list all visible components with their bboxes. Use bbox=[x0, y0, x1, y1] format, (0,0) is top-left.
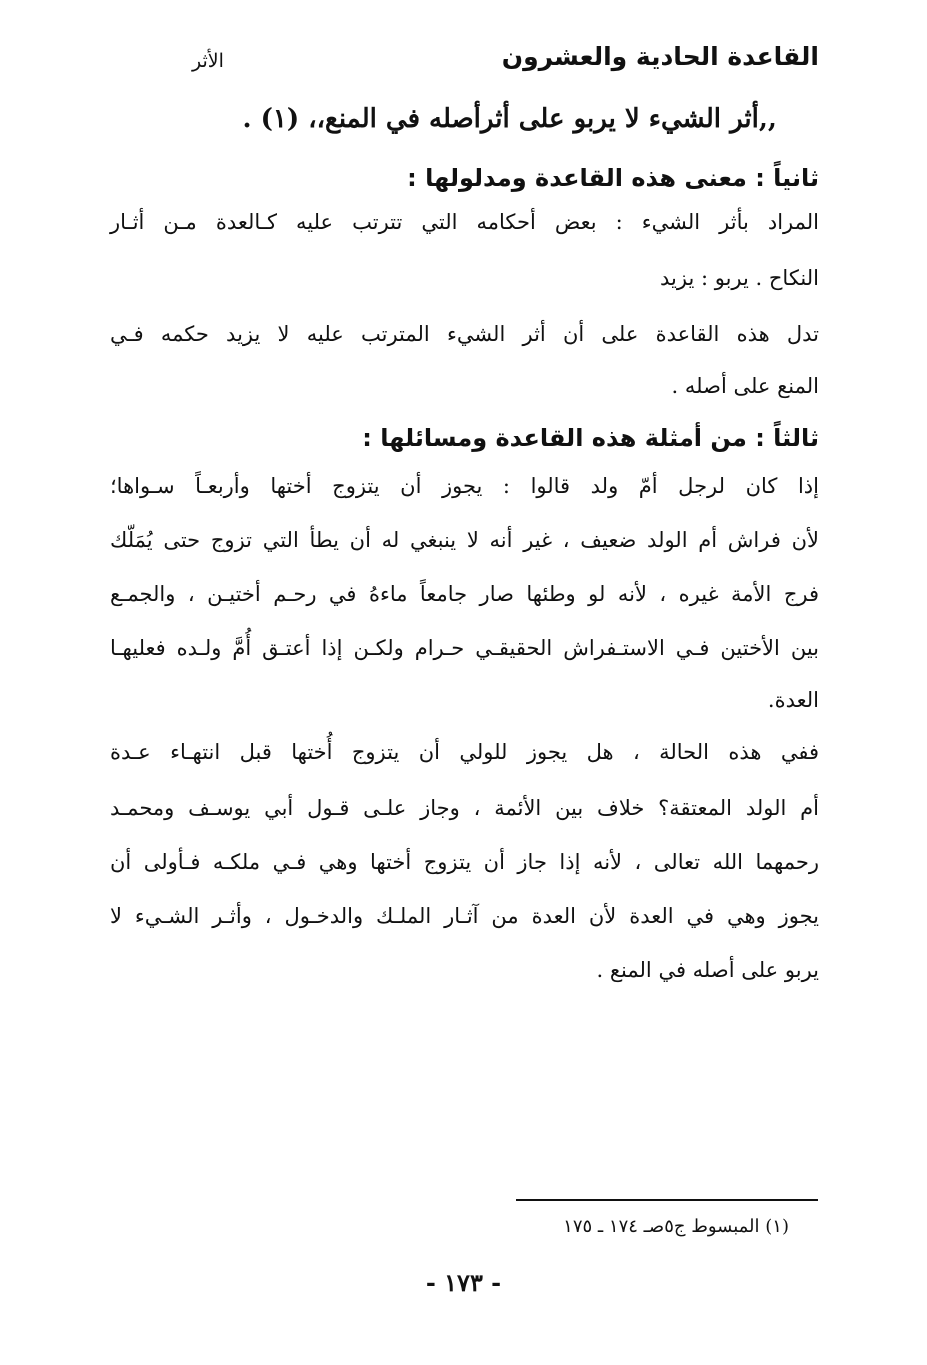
paragraph-line: لأن فراش أم الولد ضعيف ، غير أنه لا ينبغي له أن يطأ التي تزوج حتى يُمَلّك bbox=[110, 528, 819, 552]
page-number: - ١٧٣ - bbox=[425, 1268, 502, 1297]
paragraph-line: المراد بأثر الشيء : بعض أحكامه التي تترتب عليه كـالعدة مـن أثـار bbox=[110, 210, 819, 234]
paragraph-line: بين الأختين فـي الاستـفراش الحقيقـي حـرام ولكـن إذا أعتـق أُمَّ ولـده فعليهـا bbox=[110, 636, 819, 660]
paragraph-line: يربو على أصله في المنع . bbox=[596, 958, 819, 982]
paragraph-line: فرج الأمة غيره ، لأنه لو وطئها صار جامعاً ماءهُ في رحـم أختيـن ، والجمـع bbox=[110, 582, 819, 606]
section-heading-meaning: ثانياً : معنى هذه القاعدة ومدلولها : bbox=[407, 164, 819, 192]
footnote-divider bbox=[516, 1199, 818, 1201]
paragraph-line: يجوز وهي في العدة لأن العدة من آثـار الملـك والدخـول ، وأثـر الشـيء لا bbox=[110, 904, 819, 928]
paragraph-line: النكاح . يربو : يزيد bbox=[660, 266, 819, 290]
paragraph-line: ففي هذه الحالة ، هل يجوز للولي أن يتزوج أُختها قبل انتهـاء عـدة bbox=[110, 740, 819, 764]
paragraph-line: رحمهما الله تعالى ، لأنه إذا جاز أن يتزوج أختها وهي فـي ملكـه فـأولى أن bbox=[110, 850, 819, 874]
rule-statement: ,,أثر الشيء لا يربو على أثرأصله في المنع،، (١) . bbox=[242, 104, 777, 134]
paragraph-line: المنع على أصله . bbox=[671, 374, 819, 398]
paragraph-line: إذا كان لرجل أمّ ولد قالوا : يجوز أن يتزوج أختها وأربعـاً سـواها؛ bbox=[110, 474, 819, 498]
paragraph-line: أم الولد المعتقة؟ خلاف بين الأئمة ، وجاز علـى قـول أبي يوسـف ومحمـد bbox=[110, 796, 819, 820]
chapter-title: القاعدة الحادية والعشرون bbox=[501, 42, 819, 71]
footnote: (١) المبسوط ج٥صـ ١٧٤ ـ ١٧٥ bbox=[563, 1216, 789, 1237]
section-heading-examples: ثالثاً : من أمثلة هذه القاعدة ومسائلها : bbox=[362, 424, 819, 452]
running-header-word: الأثر bbox=[192, 50, 224, 72]
paragraph-line: تدل هذه القاعدة على أن أثر الشيء المترتب عليه لا يزيد حكمه فـي bbox=[110, 322, 819, 346]
paragraph-line: العدة. bbox=[767, 688, 819, 712]
